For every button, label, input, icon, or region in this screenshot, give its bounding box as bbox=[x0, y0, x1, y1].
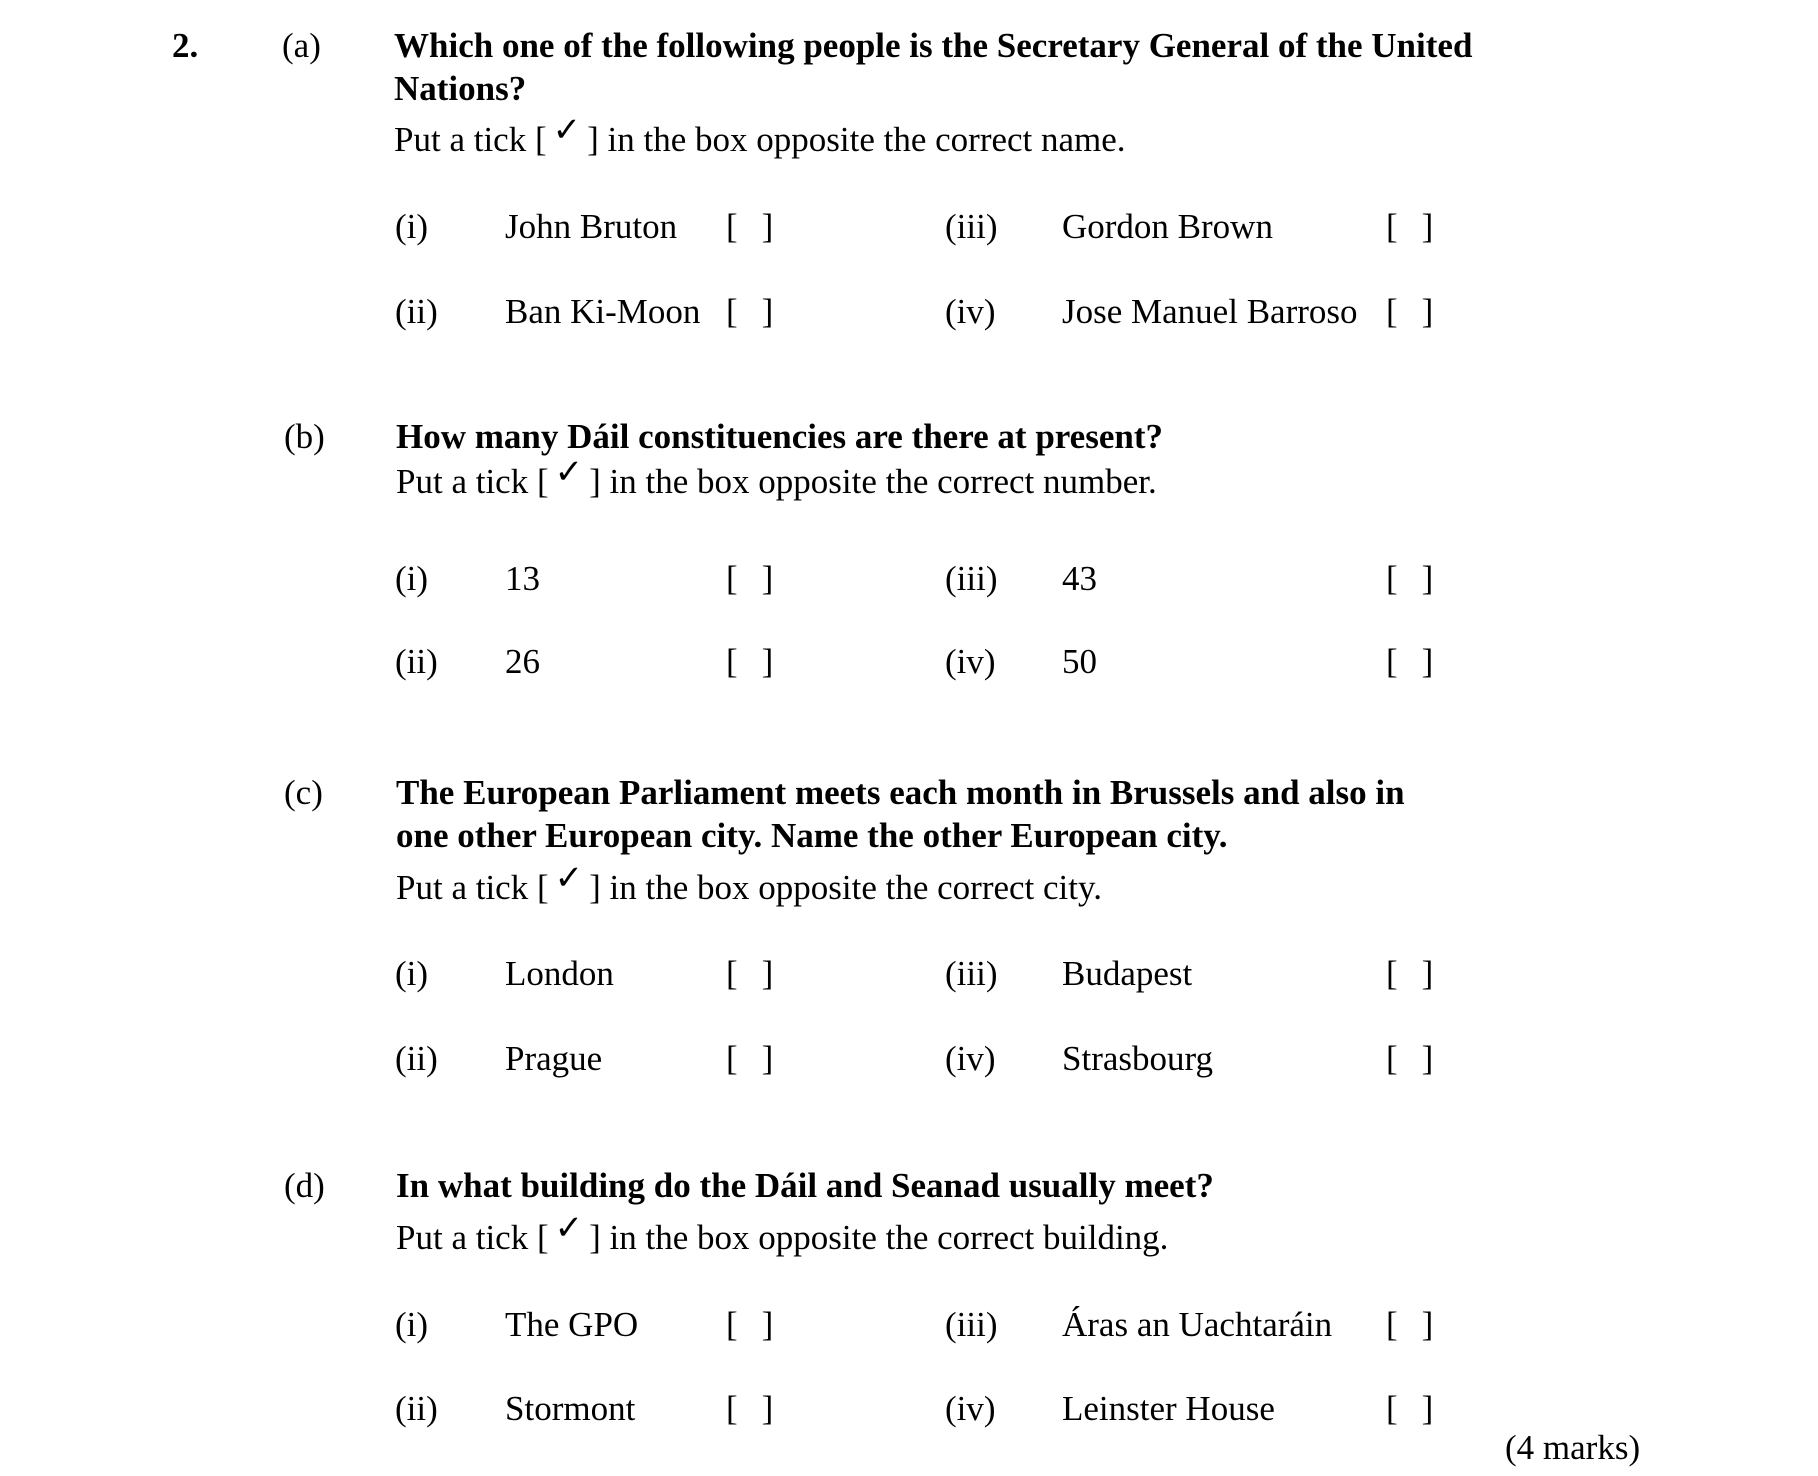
bracket-open: [ bbox=[726, 292, 738, 331]
option-number: (iv) bbox=[945, 1389, 996, 1428]
option-number: (iv) bbox=[945, 1039, 996, 1078]
bracket-close: ] bbox=[761, 642, 774, 681]
option-number: (i) bbox=[395, 207, 429, 246]
question-text-line-1: The European Parliament meets each month in Brussels and also in bbox=[396, 773, 1405, 812]
bracket-close: ] bbox=[1421, 1305, 1434, 1344]
option-number: (ii) bbox=[395, 1389, 438, 1428]
answer-checkbox[interactable] bbox=[726, 207, 773, 247]
bracket-close: ] bbox=[761, 559, 774, 598]
option-text: John Bruton bbox=[505, 207, 678, 246]
option-text: Stormont bbox=[505, 1389, 636, 1428]
answer-checkbox[interactable] bbox=[726, 1039, 773, 1079]
bracket-open: [ bbox=[1386, 292, 1398, 331]
answer-checkbox[interactable] bbox=[726, 1389, 773, 1429]
bracket-open: [ bbox=[1386, 1305, 1398, 1344]
answer-checkbox[interactable] bbox=[1386, 207, 1433, 247]
bracket-open: [ bbox=[1386, 954, 1398, 993]
part-label: (c) bbox=[284, 773, 323, 812]
answer-checkbox[interactable] bbox=[726, 559, 773, 599]
bracket-open: [ bbox=[1386, 207, 1398, 246]
answer-checkbox[interactable] bbox=[1386, 559, 1433, 599]
option-number: (iii) bbox=[945, 1305, 998, 1344]
bracket-open: [ bbox=[726, 954, 738, 993]
option-text: Strasbourg bbox=[1062, 1039, 1214, 1078]
question-number: 2. bbox=[172, 26, 199, 65]
option-text: London bbox=[505, 954, 614, 993]
instruction-suffix: ] in the box opposite the correct city. bbox=[589, 868, 1102, 907]
question-text-line-2: one other European city. Name the other European city. bbox=[396, 816, 1228, 855]
tick-icon: ✓ bbox=[554, 454, 584, 491]
option-text: 43 bbox=[1062, 559, 1097, 598]
option-number: (iv) bbox=[945, 642, 996, 681]
bracket-close: ] bbox=[1421, 1389, 1434, 1428]
answer-checkbox[interactable] bbox=[1386, 1305, 1433, 1345]
question-text-line-1: How many Dáil constituencies are there at present? bbox=[396, 417, 1163, 456]
answer-checkbox[interactable] bbox=[726, 1305, 773, 1345]
instruction-suffix: ] in the box opposite the correct name. bbox=[587, 120, 1126, 159]
option-number: (ii) bbox=[395, 1039, 438, 1078]
bracket-close: ] bbox=[1421, 207, 1434, 246]
answer-checkbox[interactable] bbox=[1386, 642, 1433, 682]
bracket-open: [ bbox=[726, 642, 738, 681]
option-text: 26 bbox=[505, 642, 540, 681]
option-number: (ii) bbox=[395, 642, 438, 681]
option-number: (i) bbox=[395, 954, 429, 993]
tick-icon: ✓ bbox=[554, 1210, 584, 1247]
instruction-line bbox=[396, 1210, 1169, 1259]
bracket-open: [ bbox=[1386, 1039, 1398, 1078]
instruction-line bbox=[394, 112, 1126, 161]
answer-checkbox[interactable] bbox=[726, 954, 773, 994]
option-text: Prague bbox=[505, 1039, 603, 1078]
part-label: (b) bbox=[284, 417, 325, 456]
option-text: 13 bbox=[505, 559, 540, 598]
bracket-open: [ bbox=[1386, 1389, 1398, 1428]
bracket-close: ] bbox=[761, 1305, 774, 1344]
bracket-close: ] bbox=[761, 207, 774, 246]
question-text-line-2: Nations? bbox=[394, 69, 527, 108]
answer-checkbox[interactable] bbox=[1386, 1039, 1433, 1079]
tick-icon: ✓ bbox=[554, 860, 584, 897]
answer-checkbox[interactable] bbox=[1386, 954, 1433, 994]
bracket-close: ] bbox=[761, 1039, 774, 1078]
instruction-suffix: ] in the box opposite the correct number. bbox=[589, 462, 1157, 501]
bracket-close: ] bbox=[1421, 642, 1434, 681]
instruction-line bbox=[396, 860, 1102, 909]
option-number: (iii) bbox=[945, 954, 998, 993]
bracket-open: [ bbox=[726, 559, 738, 598]
instruction-prefix: Put a tick [ bbox=[394, 120, 547, 159]
option-text: Gordon Brown bbox=[1062, 207, 1273, 246]
bracket-close: ] bbox=[1421, 292, 1434, 331]
tick-icon: ✓ bbox=[552, 112, 582, 149]
option-text: Áras an Uachtaráin bbox=[1062, 1305, 1333, 1344]
option-number: (iv) bbox=[945, 292, 996, 331]
marks-label: (4 marks) bbox=[1505, 1428, 1641, 1467]
instruction-prefix: Put a tick [ bbox=[396, 462, 549, 501]
option-text: Budapest bbox=[1062, 954, 1193, 993]
part-label: (a) bbox=[282, 26, 321, 65]
bracket-close: ] bbox=[1421, 954, 1434, 993]
option-number: (iii) bbox=[945, 207, 998, 246]
bracket-close: ] bbox=[1421, 1039, 1434, 1078]
option-number: (ii) bbox=[395, 292, 438, 331]
question-text-line-1: Which one of the following people is the Secretary General of the United bbox=[394, 26, 1473, 65]
bracket-open: [ bbox=[726, 1389, 738, 1428]
bracket-close: ] bbox=[761, 954, 774, 993]
option-text: Leinster House bbox=[1062, 1389, 1275, 1428]
answer-checkbox[interactable] bbox=[1386, 1389, 1433, 1429]
part-label: (d) bbox=[284, 1166, 325, 1205]
bracket-close: ] bbox=[1421, 559, 1434, 598]
option-number: (i) bbox=[395, 1305, 429, 1344]
answer-checkbox[interactable] bbox=[726, 642, 773, 682]
instruction-prefix: Put a tick [ bbox=[396, 1218, 549, 1257]
bracket-open: [ bbox=[1386, 559, 1398, 598]
option-text: The GPO bbox=[505, 1305, 639, 1344]
bracket-open: [ bbox=[1386, 642, 1398, 681]
option-text: Ban Ki-Moon bbox=[505, 292, 701, 331]
option-text: 50 bbox=[1062, 642, 1097, 681]
instruction-prefix: Put a tick [ bbox=[396, 868, 549, 907]
instruction-suffix: ] in the box opposite the correct building. bbox=[589, 1218, 1169, 1257]
question-text-line-1: In what building do the Dáil and Seanad usually meet? bbox=[396, 1166, 1214, 1205]
bracket-open: [ bbox=[726, 1305, 738, 1344]
option-number: (iii) bbox=[945, 559, 998, 598]
answer-checkbox[interactable] bbox=[1386, 292, 1433, 332]
answer-checkbox[interactable] bbox=[726, 292, 773, 332]
bracket-close: ] bbox=[761, 1389, 774, 1428]
bracket-close: ] bbox=[761, 292, 774, 331]
option-number: (i) bbox=[395, 559, 429, 598]
bracket-open: [ bbox=[726, 207, 738, 246]
bracket-open: [ bbox=[726, 1039, 738, 1078]
option-text: Jose Manuel Barroso bbox=[1062, 292, 1358, 331]
instruction-line bbox=[396, 454, 1157, 503]
